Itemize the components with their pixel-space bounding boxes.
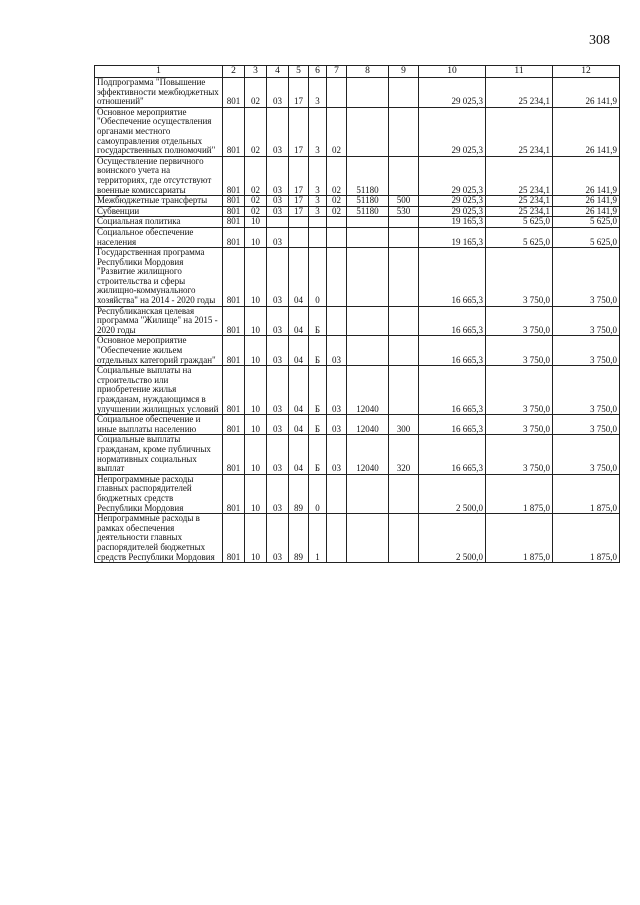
amount-2020-cell: 3 750,0: [486, 248, 553, 307]
name-cell: Подпрограмма "Повышение эффективности межбюджетных отношений": [95, 78, 223, 108]
program-cell: [289, 217, 309, 228]
subsection-cell: 03: [267, 227, 289, 247]
expense-type-cell: [389, 514, 419, 563]
amount-2021-cell: 5 625,0: [553, 227, 620, 247]
program-cell: 04: [289, 248, 309, 307]
subprogram-cell: 1: [309, 514, 327, 563]
section-cell: 10: [245, 306, 267, 336]
table-row: [95, 107, 620, 156]
amount-2021-cell: 26 141,9: [553, 78, 620, 108]
section-cell: 10: [245, 435, 267, 474]
name-cell: Социальные выплаты на строительство или приобретение жилья гражданам, нуждающимся в улучшении жилищных условий: [95, 366, 223, 415]
name-cell: Основное мероприятие "Обеспечение осуществления органами местного самоуправления отдельных государственных полномочий": [95, 107, 223, 156]
grbs-cell: 801: [223, 336, 245, 366]
budget-table: [94, 65, 620, 563]
subsection-cell: 03: [267, 78, 289, 108]
table-row: [95, 306, 620, 336]
program-cell: 04: [289, 336, 309, 366]
subprogram-cell: Б: [309, 415, 327, 435]
direction-cell: [347, 306, 389, 336]
subprogram-cell: [309, 217, 327, 228]
subsection-cell: 03: [267, 514, 289, 563]
section-cell: 10: [245, 514, 267, 563]
amount-2019-cell: 16 665,3: [419, 366, 486, 415]
amount-2020-cell: 5 625,0: [486, 227, 553, 247]
section-cell: 10: [245, 336, 267, 366]
column-header-3: 3: [245, 66, 267, 78]
amount-2019-cell: 29 025,3: [419, 156, 486, 195]
amount-2019-cell: 16 665,3: [419, 415, 486, 435]
section-cell: 10: [245, 366, 267, 415]
amount-2021-cell: 26 141,9: [553, 196, 620, 207]
name-cell: Непрограммные расходы в рамках обеспечения деятельности главных распорядителей бюджетных средств Республики Мордовия: [95, 514, 223, 563]
subprogram-cell: 3: [309, 156, 327, 195]
expense-type-cell: 500: [389, 196, 419, 207]
column-header-2: 2: [223, 66, 245, 78]
subsection-cell: 03: [267, 415, 289, 435]
section-cell: 10: [245, 227, 267, 247]
amount-2020-cell: 1 875,0: [486, 474, 553, 513]
column-header-11: 11: [486, 66, 553, 78]
table-body: [95, 78, 620, 563]
amount-2021-cell: 3 750,0: [553, 336, 620, 366]
name-cell: Государственная программа Республики Мордовия "Развитие жилищного строительства и сферы жилищно-коммунального хозяйства" на 2014 - 2020 годы: [95, 248, 223, 307]
column-header-9: 9: [389, 66, 419, 78]
event-cell: [327, 217, 347, 228]
grbs-cell: 801: [223, 227, 245, 247]
table-row: [95, 415, 620, 435]
column-header-10: 10: [419, 66, 486, 78]
subprogram-cell: [309, 227, 327, 247]
section-cell: 10: [245, 415, 267, 435]
section-cell: 10: [245, 217, 267, 228]
direction-cell: 12040: [347, 366, 389, 415]
section-cell: 02: [245, 206, 267, 217]
subsection-cell: 03: [267, 206, 289, 217]
direction-cell: [347, 107, 389, 156]
event-cell: [327, 248, 347, 307]
grbs-cell: 801: [223, 206, 245, 217]
expense-type-cell: 530: [389, 206, 419, 217]
expense-type-cell: [389, 306, 419, 336]
grbs-cell: 801: [223, 415, 245, 435]
direction-cell: [347, 248, 389, 307]
event-cell: 03: [327, 435, 347, 474]
table-row: [95, 435, 620, 474]
column-header-5: 5: [289, 66, 309, 78]
grbs-cell: 801: [223, 435, 245, 474]
column-header-12: 12: [553, 66, 620, 78]
name-cell: Основное мероприятие "Обеспечение жильем отдельных категорий граждан": [95, 336, 223, 366]
subsection-cell: [267, 217, 289, 228]
amount-2021-cell: 26 141,9: [553, 156, 620, 195]
expense-type-cell: [389, 107, 419, 156]
program-cell: [289, 227, 309, 247]
table-row: [95, 156, 620, 195]
event-cell: [327, 474, 347, 513]
program-cell: 17: [289, 78, 309, 108]
program-cell: 17: [289, 196, 309, 207]
grbs-cell: 801: [223, 306, 245, 336]
column-header-1: 1: [95, 66, 223, 78]
amount-2019-cell: 29 025,3: [419, 206, 486, 217]
table-row: [95, 227, 620, 247]
expense-type-cell: 300: [389, 415, 419, 435]
amount-2021-cell: 5 625,0: [553, 217, 620, 228]
column-header-6: 6: [309, 66, 327, 78]
expense-type-cell: [389, 156, 419, 195]
event-cell: 02: [327, 196, 347, 207]
event-cell: 03: [327, 336, 347, 366]
amount-2020-cell: 25 234,1: [486, 196, 553, 207]
direction-cell: 12040: [347, 415, 389, 435]
program-cell: 89: [289, 474, 309, 513]
table-row: [95, 196, 620, 207]
expense-type-cell: [389, 217, 419, 228]
amount-2020-cell: 25 234,1: [486, 107, 553, 156]
amount-2020-cell: 3 750,0: [486, 435, 553, 474]
grbs-cell: 801: [223, 248, 245, 307]
table-row: [95, 217, 620, 228]
amount-2020-cell: 1 875,0: [486, 514, 553, 563]
name-cell: Социальные выплаты гражданам, кроме публичных нормативных социальных выплат: [95, 435, 223, 474]
name-cell: Непрограммные расходы главных распорядителей бюджетных средств Республики Мордовия: [95, 474, 223, 513]
amount-2021-cell: 1 875,0: [553, 474, 620, 513]
table-row: [95, 514, 620, 563]
subprogram-cell: 0: [309, 248, 327, 307]
amount-2021-cell: 26 141,9: [553, 206, 620, 217]
program-cell: 17: [289, 206, 309, 217]
amount-2019-cell: 19 165,3: [419, 227, 486, 247]
grbs-cell: 801: [223, 107, 245, 156]
grbs-cell: 801: [223, 196, 245, 207]
amount-2020-cell: 3 750,0: [486, 366, 553, 415]
table-row: [95, 248, 620, 307]
subsection-cell: 03: [267, 435, 289, 474]
section-cell: 02: [245, 107, 267, 156]
amount-2019-cell: 16 665,3: [419, 306, 486, 336]
event-cell: [327, 514, 347, 563]
amount-2019-cell: 29 025,3: [419, 196, 486, 207]
table-row: [95, 474, 620, 513]
amount-2021-cell: 3 750,0: [553, 415, 620, 435]
amount-2020-cell: 25 234,1: [486, 206, 553, 217]
amount-2021-cell: 26 141,9: [553, 107, 620, 156]
expense-type-cell: 320: [389, 435, 419, 474]
direction-cell: 51180: [347, 156, 389, 195]
amount-2020-cell: 5 625,0: [486, 217, 553, 228]
column-header-7: 7: [327, 66, 347, 78]
column-header-4: 4: [267, 66, 289, 78]
amount-2020-cell: 3 750,0: [486, 306, 553, 336]
amount-2021-cell: 1 875,0: [553, 514, 620, 563]
direction-cell: [347, 336, 389, 366]
name-cell: Осуществление первичного воинского учета на территориях, где отсутствуют военные комиссариаты: [95, 156, 223, 195]
name-cell: Республиканская целевая программа "Жилище" на 2015 - 2020 годы: [95, 306, 223, 336]
name-cell: Межбюджетные трансферты: [95, 196, 223, 207]
subprogram-cell: 3: [309, 107, 327, 156]
amount-2020-cell: 3 750,0: [486, 415, 553, 435]
section-cell: 02: [245, 196, 267, 207]
subprogram-cell: Б: [309, 435, 327, 474]
program-cell: 17: [289, 156, 309, 195]
expense-type-cell: [389, 474, 419, 513]
direction-cell: 51180: [347, 206, 389, 217]
expense-type-cell: [389, 248, 419, 307]
amount-2019-cell: 2 500,0: [419, 474, 486, 513]
amount-2020-cell: 25 234,1: [486, 156, 553, 195]
table-row: [95, 206, 620, 217]
subprogram-cell: 0: [309, 474, 327, 513]
program-cell: 04: [289, 435, 309, 474]
section-cell: 02: [245, 78, 267, 108]
event-cell: 03: [327, 366, 347, 415]
page-number: 308: [589, 33, 610, 48]
subprogram-cell: 3: [309, 78, 327, 108]
subsection-cell: 03: [267, 366, 289, 415]
amount-2019-cell: 16 665,3: [419, 435, 486, 474]
name-cell: Субвенции: [95, 206, 223, 217]
subprogram-cell: 3: [309, 196, 327, 207]
subsection-cell: 03: [267, 306, 289, 336]
subprogram-cell: Б: [309, 336, 327, 366]
subsection-cell: 03: [267, 248, 289, 307]
amount-2019-cell: 2 500,0: [419, 514, 486, 563]
event-cell: 02: [327, 156, 347, 195]
column-header-8: 8: [347, 66, 389, 78]
expense-type-cell: [389, 227, 419, 247]
program-cell: 04: [289, 306, 309, 336]
table-row: [95, 366, 620, 415]
amount-2021-cell: 3 750,0: [553, 248, 620, 307]
table-row: [95, 336, 620, 366]
table-row: [95, 78, 620, 108]
name-cell: Социальное обеспечение и иные выплаты населению: [95, 415, 223, 435]
direction-cell: [347, 227, 389, 247]
header-row: [95, 66, 620, 78]
amount-2020-cell: 25 234,1: [486, 78, 553, 108]
subsection-cell: 03: [267, 196, 289, 207]
program-cell: 89: [289, 514, 309, 563]
grbs-cell: 801: [223, 474, 245, 513]
subsection-cell: 03: [267, 474, 289, 513]
grbs-cell: 801: [223, 217, 245, 228]
amount-2019-cell: 16 665,3: [419, 336, 486, 366]
grbs-cell: 801: [223, 78, 245, 108]
subsection-cell: 03: [267, 107, 289, 156]
amount-2021-cell: 3 750,0: [553, 306, 620, 336]
grbs-cell: 801: [223, 514, 245, 563]
section-cell: 10: [245, 248, 267, 307]
amount-2019-cell: 29 025,3: [419, 107, 486, 156]
grbs-cell: 801: [223, 156, 245, 195]
amount-2020-cell: 3 750,0: [486, 336, 553, 366]
amount-2021-cell: 3 750,0: [553, 366, 620, 415]
event-cell: 03: [327, 415, 347, 435]
expense-type-cell: [389, 366, 419, 415]
program-cell: 04: [289, 366, 309, 415]
event-cell: [327, 306, 347, 336]
event-cell: 02: [327, 107, 347, 156]
subprogram-cell: Б: [309, 366, 327, 415]
expense-type-cell: [389, 336, 419, 366]
subsection-cell: 03: [267, 156, 289, 195]
direction-cell: 12040: [347, 435, 389, 474]
name-cell: Социальное обеспечение населения: [95, 227, 223, 247]
subprogram-cell: 3: [309, 206, 327, 217]
amount-2019-cell: 19 165,3: [419, 217, 486, 228]
direction-cell: [347, 474, 389, 513]
subprogram-cell: Б: [309, 306, 327, 336]
name-cell: Социальная политика: [95, 217, 223, 228]
amount-2019-cell: 29 025,3: [419, 78, 486, 108]
direction-cell: [347, 78, 389, 108]
direction-cell: 51180: [347, 196, 389, 207]
subsection-cell: 03: [267, 336, 289, 366]
amount-2021-cell: 3 750,0: [553, 435, 620, 474]
direction-cell: [347, 217, 389, 228]
event-cell: [327, 227, 347, 247]
grbs-cell: 801: [223, 366, 245, 415]
direction-cell: [347, 514, 389, 563]
program-cell: 04: [289, 415, 309, 435]
program-cell: 17: [289, 107, 309, 156]
amount-2019-cell: 16 665,3: [419, 248, 486, 307]
event-cell: 02: [327, 206, 347, 217]
table-header: [95, 66, 620, 78]
expense-type-cell: [389, 78, 419, 108]
section-cell: 10: [245, 474, 267, 513]
event-cell: [327, 78, 347, 108]
section-cell: 02: [245, 156, 267, 195]
